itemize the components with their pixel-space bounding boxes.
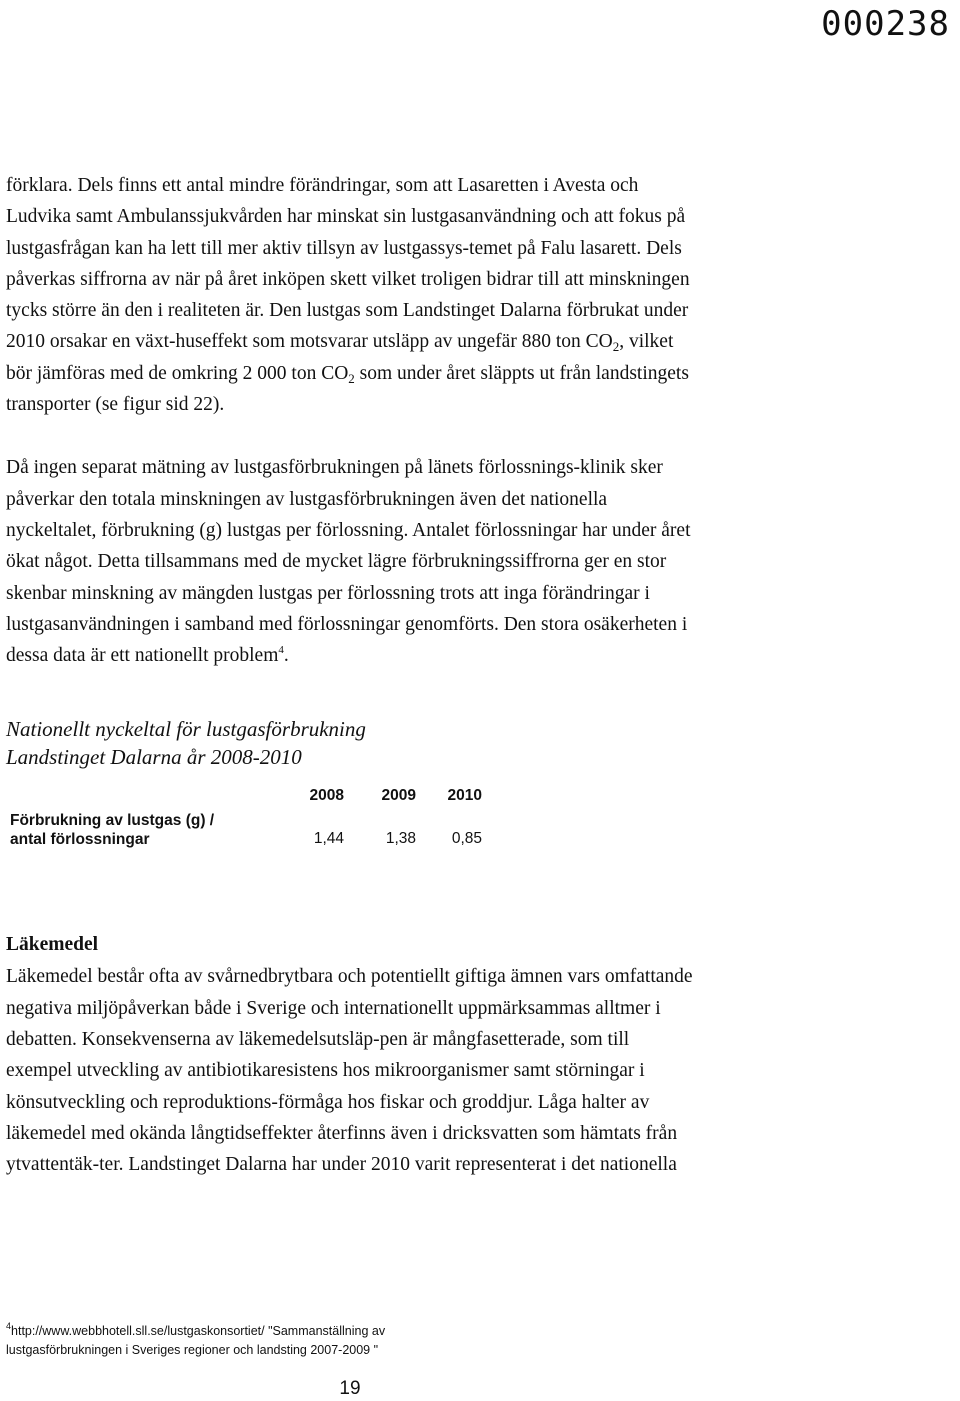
section-heading-lakemedel: Läkemedel	[6, 934, 99, 956]
keytable-label-line2: antal förlossningar	[10, 831, 150, 849]
page-body	[6, 170, 696, 1181]
paragraph-lakemedel: Läkemedel består ofta av svårnedbrytbara och potentiellt giftiga ämnen vars omfattande negativa miljöpåverkan både i Sverige och internationellt uppmärksammas alltmer i debatten. Konsekvenserna av läkemedelsutsläp-pen är mångfasetterade, som till exempel utveckling av antibiotikaresistens hos mikroorganismer samt störningar i könsutveckling och reproduktions-förmåga hos fiskar och groddjur. Låga halter av läkemedel med okända långtidseffekter återfinns även i dricksvatten som hämtats från ytvattentäk-ter. Landstinget Dalarna har under 2010 varit representerat i det nationella	[6, 966, 693, 1176]
paragraph-text: som under året släppts ut från landstingets transporter (se figur sid 22).	[6, 362, 689, 416]
keytable-value: 1,44	[313, 830, 344, 848]
footnote-marker: 4	[6, 1321, 12, 1331]
keytable-row-label	[10, 811, 214, 849]
keytable-title-line2: Landstinget Dalarna år 2008-2010	[6, 745, 302, 770]
keytable-year: 2008	[309, 787, 344, 805]
document-stamp-number: 000238	[821, 4, 950, 44]
footnote-reference: 4	[278, 644, 284, 657]
paragraph-lustgas-changes	[6, 170, 696, 420]
paragraph-separat-matning	[6, 452, 696, 671]
subscript: 2	[612, 339, 620, 355]
keytable-value: 0,85	[451, 830, 482, 848]
subscript: 2	[348, 370, 355, 386]
footnote	[6, 1322, 706, 1360]
paragraph-text: .	[283, 645, 289, 667]
keytable-title-line1: Nationellt nyckeltal för lustgasförbrukning	[6, 717, 366, 742]
footnote-line1: http://www.webbhotell.sll.se/lustgaskonsortiet/ "Sammanställning av	[11, 1324, 386, 1338]
keytable-year: 2010	[447, 787, 482, 805]
footnote-line2: lustgasförbrukningen i Sveriges regioner och landsting 2007-2009 "	[6, 1343, 379, 1357]
page-number: 19	[339, 1378, 361, 1399]
keytable-year: 2009	[381, 787, 416, 805]
keytable-value: 1,38	[385, 830, 416, 848]
paragraph-text: , vilket bör jämföras med de omkring 2 000 ton CO	[6, 331, 674, 384]
paragraph-text: Då ingen separat mätning av lustgasförbrukningen på länets förlossnings-klinik sker påverkar den totala minskningen av lustgasförbrukningen även det nationella nyckeltalet, förbrukning (g) lustgas per förlossning. Antalet förlossningar har under året ökat något. Detta tillsammans med de mycket lägre förbrukningssiffrorna ger en stor skenbar minskning av mängden lustgas per förlossning trots att inga förändringar i lustgasanvändningen i samband med förlossningar genomförts. Den stora osäkerheten i dessa data är ett nationellt problem	[6, 457, 691, 667]
keytable	[6, 787, 696, 867]
keytable-title	[6, 715, 696, 771]
keytable-label-line1: Förbrukning av lustgas (g) /	[10, 812, 215, 830]
paragraph-text: förklara. Dels finns ett antal mindre förändringar, som att Lasaretten i Avesta och Ludvika samt Ambulanssjukvården har minskat sin lustgasanvändning och att fokus på lustgasfrågan kan ha lett till mer aktiv tillsyn av lustgassys-temet på Falu lasarett. Dels påverkas siffrorna av när på året inköpen skett vilket troligen bidrar till att minskningen tycks större än den i realiteten är. Den lustgas som Landstinget Dalarna förbrukat under 2010 orsakar en växt-huseffekt som motsvarar utsläpp av ungefär 880 ton CO	[6, 175, 690, 353]
